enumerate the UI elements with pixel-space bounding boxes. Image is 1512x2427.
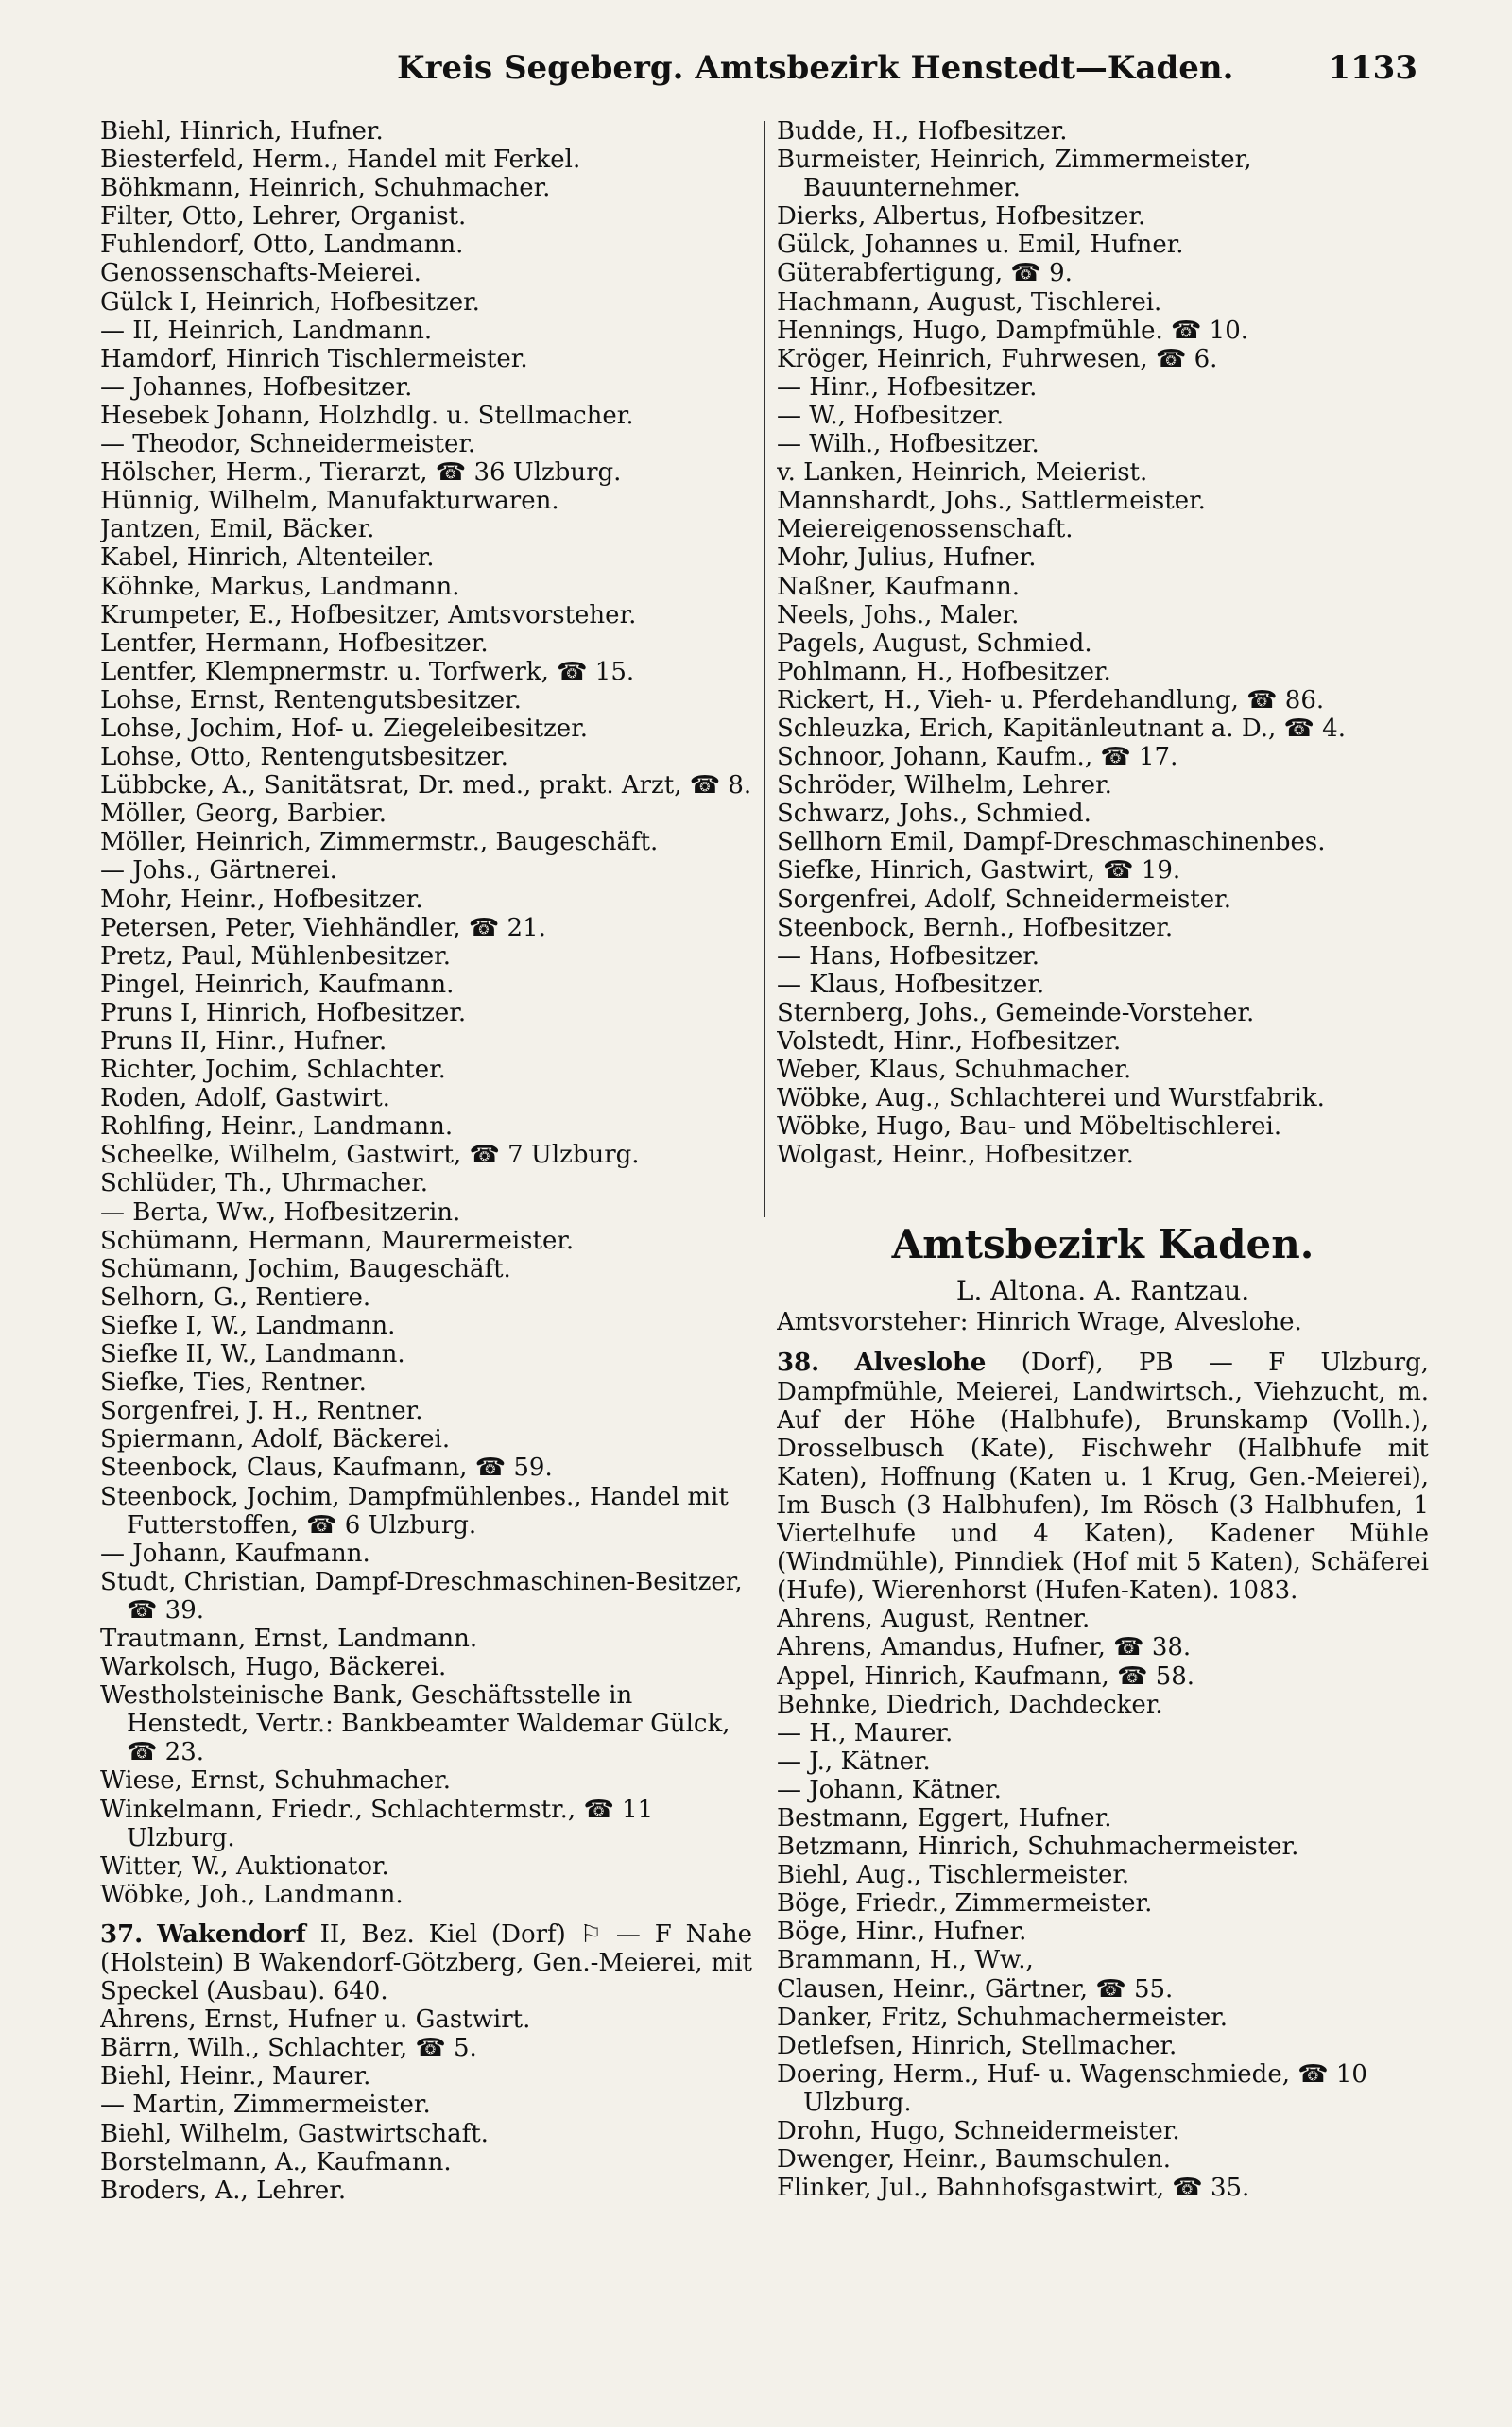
- directory-entry: Borstelmann, A., Kaufmann.: [100, 2147, 452, 2177]
- directory-entry: Scheelke, Wilhelm, Gastwirt, ☎ 7 Ulzburg.: [100, 1141, 640, 1170]
- directory-entry: Jantzen, Emil, Bäcker.: [100, 515, 375, 544]
- directory-entry: Siefke, Hinrich, Gastwirt, ☎ 19.: [777, 856, 1181, 886]
- directory-entry: Hünnig, Wilhelm, Manufakturwaren.: [100, 487, 559, 516]
- directory-entry: Hesebek Johann, Holzhdlg. u. Stellmacher.: [100, 401, 634, 430]
- directory-entry: Biesterfeld, Herm., Handel mit Ferkel.: [100, 146, 581, 175]
- directory-entry: Pretz, Paul, Mühlenbesitzer.: [100, 941, 452, 971]
- directory-entry: Wöbke, Joh., Landmann.: [100, 1880, 404, 1909]
- right-column: [777, 117, 1429, 2348]
- directory-entry: Schleuzka, Erich, Kapitänleutnant a. D., ☎ 4.: [777, 714, 1346, 743]
- directory-entry: Biehl, Hinrich, Hufner.: [100, 117, 384, 146]
- village-number: 38.: [777, 1349, 820, 1378]
- page-title: Kreis Segeberg. Amtsbezirk Henstedt—Kaden.: [397, 49, 1234, 87]
- directory-entry: Sellhorn Emil, Dampf-Dreschmaschinenbes.: [777, 828, 1326, 857]
- directory-entry: Studt, Christian, Dampf-Dreschmaschinen-Besitzer, ☎ 39.: [100, 1567, 743, 1625]
- directory-entry: Winkelmann, Friedr., Schlachtermstr., ☎ 11 Ulzburg.: [100, 1795, 654, 1852]
- directory-entry: Möller, Heinrich, Zimmermstr., Baugeschäft.: [100, 828, 659, 857]
- directory-entry: Dierks, Albertus, Hofbesitzer.: [777, 202, 1146, 232]
- directory-entry: Siefke I, W., Landmann.: [100, 1311, 396, 1340]
- directory-entry: Ahrens, Ernst, Hufner u. Gastwirt.: [100, 2005, 531, 2035]
- page-number: 1133: [1328, 49, 1418, 87]
- directory-entry: Flinker, Jul., Bahnhofsgastwirt, ☎ 35.: [777, 2174, 1250, 2203]
- village-38-entry-list: [777, 1605, 1429, 2202]
- directory-entry: Richter, Jochim, Schlachter.: [100, 1056, 446, 1085]
- directory-entry: Mannshardt, Johs., Sattlermeister.: [777, 487, 1206, 516]
- village-name: Wakendorf: [157, 1919, 306, 1949]
- directory-entry: — Johannes, Hofbesitzer.: [100, 372, 413, 402]
- directory-entry: Möller, Georg, Barbier.: [100, 800, 387, 829]
- directory-entry: Warkolsch, Hugo, Bäckerei.: [100, 1653, 447, 1682]
- directory-entry: Drohn, Hugo, Schneidermeister.: [777, 2117, 1180, 2145]
- directory-entry: Bärrn, Wilh., Schlachter, ☎ 5.: [100, 2034, 477, 2063]
- directory-entry: Krumpeter, E., Hofbesitzer, Amtsvorsteher.: [100, 600, 637, 629]
- directory-entry: Bestmann, Eggert, Hufner.: [777, 1803, 1112, 1833]
- directory-entry: Steenbock, Claus, Kaufmann, ☎ 59.: [100, 1454, 553, 1483]
- directory-entry: Wöbke, Aug., Schlachterei und Wurstfabrik.: [777, 1084, 1325, 1113]
- directory-entry: Detlefsen, Hinrich, Stellmacher.: [777, 2031, 1177, 2060]
- directory-entry: Steenbock, Jochim, Dampfmühlenbes., Handel mit Futterstoffen, ☎ 6 Ulzburg.: [100, 1482, 729, 1540]
- directory-entry: Trautmann, Ernst, Landmann.: [100, 1624, 478, 1653]
- directory-entry: — Theodor, Schneidermeister.: [100, 430, 476, 459]
- directory-entry: Wolgast, Heinr., Hofbesitzer.: [777, 1141, 1134, 1170]
- directory-entry: Volstedt, Hinr., Hofbesitzer.: [777, 1027, 1122, 1056]
- village-38-heading: [777, 1349, 1429, 1605]
- directory-entry: Weber, Klaus, Schuhmacher.: [777, 1056, 1132, 1085]
- directory-entry: Lentfer, Klempnermstr. u. Torfwerk, ☎ 15.: [100, 657, 635, 686]
- directory-entry: Pruns I, Hinrich, Hofbesitzer.: [100, 998, 467, 1027]
- amtsvorsteher-line: Amtsvorsteher: Hinrich Wrage, Alveslohe.: [777, 1308, 1302, 1337]
- directory-entry: Budde, H., Hofbesitzer.: [777, 117, 1068, 146]
- right-entry-list: [777, 117, 1429, 1169]
- directory-entry: Brammann, H., Ww.,: [777, 1946, 1034, 1975]
- column-divider: [764, 121, 765, 1217]
- directory-entry: — H., Maurer.: [777, 1718, 954, 1747]
- directory-entry: — Hinr., Hofbesitzer.: [777, 372, 1038, 402]
- directory-entry: Hennings, Hugo, Dampfmühle. ☎ 10.: [777, 316, 1249, 345]
- directory-entry: Schümann, Hermann, Maurermeister.: [100, 1226, 575, 1255]
- directory-entry: Sternberg, Johs., Gemeinde-Vorsteher.: [777, 998, 1255, 1027]
- directory-entry: Meiereigenossenschaft.: [777, 515, 1074, 544]
- directory-entry: Mohr, Heinr., Hofbesitzer.: [100, 885, 423, 914]
- directory-entry: — Johs., Gärtnerei.: [100, 856, 337, 886]
- directory-entry: — Martin, Zimmermeister.: [100, 2091, 431, 2120]
- directory-entry: Köhnke, Markus, Landmann.: [100, 572, 460, 601]
- directory-entry: Dwenger, Heinr., Baumschulen.: [777, 2145, 1171, 2175]
- directory-entry: Hölscher, Herm., Tierarzt, ☎ 36 Ulzburg.: [100, 458, 622, 488]
- directory-entry: Steenbock, Bernh., Hofbesitzer.: [777, 913, 1174, 942]
- directory-entry: Mohr, Julius, Hufner.: [777, 543, 1037, 573]
- directory-entry: Lohse, Otto, Rentengutsbesitzer.: [100, 743, 508, 772]
- directory-entry: Schnoor, Johann, Kaufm., ☎ 17.: [777, 743, 1178, 772]
- village-description: II, Bez. Kiel (Dorf) ⚐ — F Nahe (Holstein) B Wakendorf-Götzberg, Gen.-Meierei, mit Speckel (Ausbau). 640.: [100, 1919, 752, 2006]
- directory-entry: Lohse, Ernst, Rentengutsbesitzer.: [100, 685, 522, 714]
- directory-entry: Selhorn, G., Rentiere.: [100, 1282, 371, 1312]
- directory-entry: Rickert, H., Vieh- u. Pferdehandlung, ☎ 86.: [777, 685, 1325, 714]
- directory-entry: Lübbcke, A., Sanitätsrat, Dr. med., prakt. Arzt, ☎ 8.: [100, 771, 752, 800]
- directory-entry: — Johann, Kaufmann.: [100, 1539, 370, 1568]
- directory-entry: Gülck, Johannes u. Emil, Hufner.: [777, 231, 1184, 260]
- section-subtitle: L. Altona. A. Rantzau.: [955, 1275, 1250, 1307]
- left-column: [100, 117, 752, 2348]
- directory-entry: Doering, Herm., Huf- u. Wagenschmiede, ☎ 10 Ulzburg.: [777, 2059, 1367, 2117]
- directory-entry: Lohse, Jochim, Hof- u. Ziegeleibesitzer.: [100, 714, 589, 743]
- directory-entry: Hamdorf, Hinrich Tischlermeister.: [100, 344, 528, 373]
- directory-entry: Wöbke, Hugo, Bau- und Möbeltischlerei.: [777, 1112, 1282, 1142]
- directory-entry: Lentfer, Hermann, Hofbesitzer.: [100, 628, 489, 658]
- directory-entry: Filter, Otto, Lehrer, Organist.: [100, 202, 467, 232]
- running-head: [94, 49, 1418, 96]
- directory-entry: — J., Kätner.: [777, 1747, 931, 1776]
- directory-entry: Danker, Fritz, Schuhmachermeister.: [777, 2003, 1228, 2032]
- village-number: 37.: [100, 1919, 144, 1949]
- directory-entry: Naßner, Kaufmann.: [777, 572, 1021, 601]
- directory-entry: Kabel, Hinrich, Altenteiler.: [100, 543, 435, 573]
- directory-entry: Pingel, Heinrich, Kaufmann.: [100, 970, 455, 999]
- directory-entry: — Hans, Hofbesitzer.: [777, 941, 1040, 971]
- directory-entry: Ahrens, August, Rentner.: [777, 1605, 1091, 1634]
- directory-entry: Fuhlendorf, Otto, Landmann.: [100, 231, 464, 260]
- directory-entry: Clausen, Heinr., Gärtner, ☎ 55.: [777, 1974, 1174, 2004]
- village-37-entry-list: [100, 2005, 752, 2205]
- directory-entry: Wiese, Ernst, Schuhmacher.: [100, 1766, 451, 1796]
- directory-entry: Sorgenfrei, Adolf, Schneidermeister.: [777, 885, 1231, 914]
- directory-entry: Broders, A., Lehrer.: [100, 2176, 347, 2205]
- directory-entry: — Klaus, Hofbesitzer.: [777, 970, 1045, 999]
- directory-entry: Siefke, Ties, Rentner.: [100, 1368, 367, 1398]
- left-entry-list: [100, 117, 752, 1909]
- directory-entry: Biehl, Wilhelm, Gastwirtschaft.: [100, 2119, 489, 2148]
- directory-entry: Petersen, Peter, Viehhändler, ☎ 21.: [100, 913, 546, 942]
- directory-entry: Biehl, Aug., Tischlermeister.: [777, 1861, 1130, 1890]
- directory-entry: Güterabfertigung, ☎ 9.: [777, 259, 1073, 288]
- directory-entry: Pruns II, Hinr., Hufner.: [100, 1027, 387, 1056]
- directory-entry: Betzmann, Hinrich, Schuhmachermeister.: [777, 1833, 1299, 1862]
- directory-entry: Böge, Friedr., Zimmermeister.: [777, 1889, 1153, 1919]
- directory-entry: — Wilh., Hofbesitzer.: [777, 430, 1040, 459]
- directory-entry: Pohlmann, H., Hofbesitzer.: [777, 657, 1111, 686]
- directory-entry: Pagels, August, Schmied.: [777, 628, 1092, 658]
- village-37-heading: [100, 1920, 752, 2005]
- village-description: (Dorf), PB — F Ulzburg, Dampfmühle, Meierei, Landwirtsch., Viehzucht, m. Auf der Höhe (Halbhufe), Brunskamp (Vollh.), Drosselbusch (Kate), Fischwehr (Halbhufe mit Katen), Hoffnung (Katen u. 1 Krug, Gen.-Meierei), Im Busch (3 Halbhufen), Im Rösch (3 Halbhufen, 1 Viertelhufe und 4 Katen), Kadener Mühle (Windmühle), Pinndiek (Hof mit 5 Katen), Schäferei (Hufe), Wierenhorst (Hufen-Katen). 1083.: [777, 1349, 1429, 1606]
- directory-entry: Rohlfing, Heinr., Landmann.: [100, 1112, 454, 1142]
- directory-entry: Biehl, Heinr., Maurer.: [100, 2062, 371, 2091]
- directory-entry: — Berta, Ww., Hofbesitzerin.: [100, 1197, 461, 1227]
- directory-entry: v. Lanken, Heinrich, Meierist.: [777, 458, 1148, 488]
- section-title: Amtsbezirk Kaden.: [891, 1221, 1314, 1268]
- directory-entry: Genossenschafts-Meierei.: [100, 259, 421, 288]
- directory-entry: Schröder, Wilhelm, Lehrer.: [777, 771, 1112, 800]
- directory-entry: Kröger, Heinrich, Fuhrwesen, ☎ 6.: [777, 344, 1218, 373]
- directory-entry: — II, Heinrich, Landmann.: [100, 316, 433, 345]
- directory-entry: Hachmann, August, Tischlerei.: [777, 287, 1162, 317]
- directory-entry: Behnke, Diedrich, Dachdecker.: [777, 1690, 1163, 1719]
- directory-entry: — Johann, Kätner.: [777, 1775, 1002, 1804]
- directory-entry: Ahrens, Amandus, Hufner, ☎ 38.: [777, 1633, 1192, 1662]
- directory-entry: Spiermann, Adolf, Bäckerei.: [100, 1425, 451, 1454]
- directory-entry: Schwarz, Johs., Schmied.: [777, 800, 1091, 829]
- directory-entry: Burmeister, Heinrich, Zimmermeister, Bauunternehmer.: [777, 146, 1252, 203]
- directory-entry: — W., Hofbesitzer.: [777, 401, 1005, 430]
- directory-entry: Schlüder, Th., Uhrmacher.: [100, 1169, 428, 1198]
- directory-entry: Sorgenfrei, J. H., Rentner.: [100, 1397, 423, 1426]
- directory-entry: Neels, Johs., Maler.: [777, 600, 1020, 629]
- directory-entry: Siefke II, W., Landmann.: [100, 1340, 405, 1369]
- directory-entry: Witter, W., Auktionator.: [100, 1851, 389, 1881]
- directory-entry: Schümann, Jochim, Baugeschäft.: [100, 1254, 511, 1283]
- directory-entry: Roden, Adolf, Gastwirt.: [100, 1084, 390, 1113]
- village-name: Alveslohe: [854, 1349, 987, 1378]
- directory-entry: Gülck I, Heinrich, Hofbesitzer.: [100, 287, 480, 317]
- directory-entry: Böge, Hinr., Hufner.: [777, 1918, 1027, 1947]
- directory-entry: Böhkmann, Heinrich, Schuhmacher.: [100, 174, 551, 203]
- directory-entry: Westholsteinische Bank, Geschäftsstelle in Henstedt, Vertr.: Bankbeamter Waldemar Gülck, ☎ 23.: [100, 1681, 730, 1767]
- directory-entry: Appel, Hinrich, Kaufmann, ☎ 58.: [777, 1661, 1195, 1691]
